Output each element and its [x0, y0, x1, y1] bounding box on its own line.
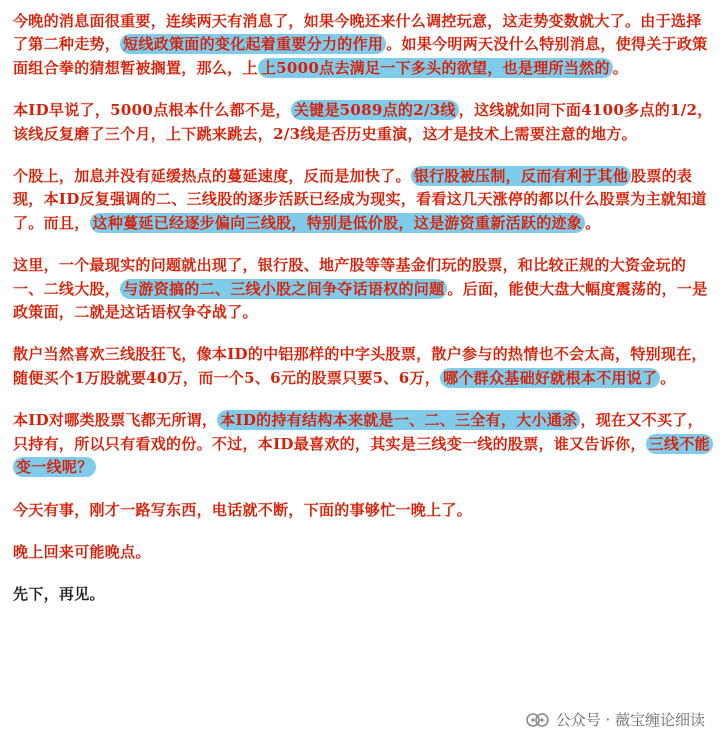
watermark	[526, 709, 705, 730]
paragraph-text: 本ID对哪类股票飞都无所谓，	[13, 411, 218, 430]
highlighted-text: 这种蔓延已经逐步偏向三线股，特别是低价股，这是游资重新活跃的迹象	[90, 213, 586, 233]
paragraph-5	[13, 343, 713, 390]
paragraph-text: 。	[660, 368, 676, 387]
highlighted-text: 本ID的持有结构本来就是一、二、三全有，大小通杀	[217, 410, 580, 430]
paragraph-2	[13, 99, 713, 146]
wechat-official-account-icon	[526, 711, 550, 729]
paragraph-text: 今晚的消息面很重要，连续两天有消息了，如果今晚还来什么调控玩意，这走势变数就大了。由于选择了第二种走势，	[13, 12, 702, 54]
paragraph-3	[13, 165, 713, 235]
highlighted-text: 短线政策面的变化起着重要分力的作用	[120, 34, 386, 54]
highlighted-text: 上5000点去满足一下多头的欲望，也是理所当然的	[258, 58, 613, 78]
watermark-text: 公众号 · 薇宝缠论细读	[555, 711, 705, 729]
paragraph-7	[13, 499, 713, 522]
paragraph-9	[13, 583, 713, 606]
highlighted-text: 与游资搞的二、三线小股之间争夺话语权的问题	[120, 279, 447, 299]
paragraph-4	[13, 254, 713, 324]
paragraph-text: 晚上回来可能晚点。	[13, 542, 151, 561]
highlighted-text: 关键是5089点的2/3线	[291, 100, 459, 120]
paragraph-text: ，现在又不买了，只持有，所以只有看戏的份。不过，本ID最喜欢的，其实是三线变一线的股票，谁又告诉你，	[13, 411, 703, 453]
paragraph-text: 这里，一个最现实的问题就出现了，银行股、地产股等等基金们玩的股票，和比较正规的大资金玩的一、二线大股，	[13, 256, 687, 298]
paragraph-text: 本ID早说了，5000点根本什么都不是，	[13, 101, 291, 120]
paragraph-text: ，这线就如同下面4100多点的1/2，该线反复磨了三个月，上下跳来跳去，2/3线是否历史重演，这才是技术上需要注意的地方。	[13, 101, 713, 143]
paragraph-text: 散户当然喜欢三线股狂飞，像本ID的中铝那样的中字头股票，散户参与的热情也不会太高，特别现在，随便买个1万股就要40万，而一个5、6元的股票只要5、6万，	[13, 345, 707, 387]
paragraph-text: 今天有事，刚才一路写东西，电话就不断，下面的事够忙一晚上了。	[13, 500, 473, 519]
paragraph-6	[13, 409, 713, 479]
paragraph-text: 。	[585, 213, 601, 232]
highlighted-text: 哪个群众基础好就根本不用说了	[440, 368, 660, 388]
paragraph-8	[13, 541, 713, 564]
paragraph-text: 。后面，能使大盘大幅度震荡的，一是政策面，二就是这话语权争夺战了。	[13, 279, 708, 322]
highlighted-text: 银行股被压制，反而有利于其他	[411, 166, 631, 186]
paragraph-text: 。	[612, 58, 629, 77]
paragraph-text: 。如果今明两天没什么特别消息，使得关于政策面组合拳的猜想暂被搁置，那么，上	[13, 35, 708, 77]
paragraph-text: 股票的表现，本ID反复强调的二、三线股的逐步活跃已经成为现实，看看这几天涨停的都以什么股票为主就知道了。而且，	[13, 167, 707, 232]
paragraph-1	[13, 10, 713, 80]
highlighted-text: 三线不能变一线呢？	[13, 434, 713, 477]
paragraph-text: 先下，再见。	[13, 585, 105, 604]
paragraph-text: 个股上，加息并没有延缓热点的蔓延速度，反而是加快了。	[13, 167, 411, 186]
